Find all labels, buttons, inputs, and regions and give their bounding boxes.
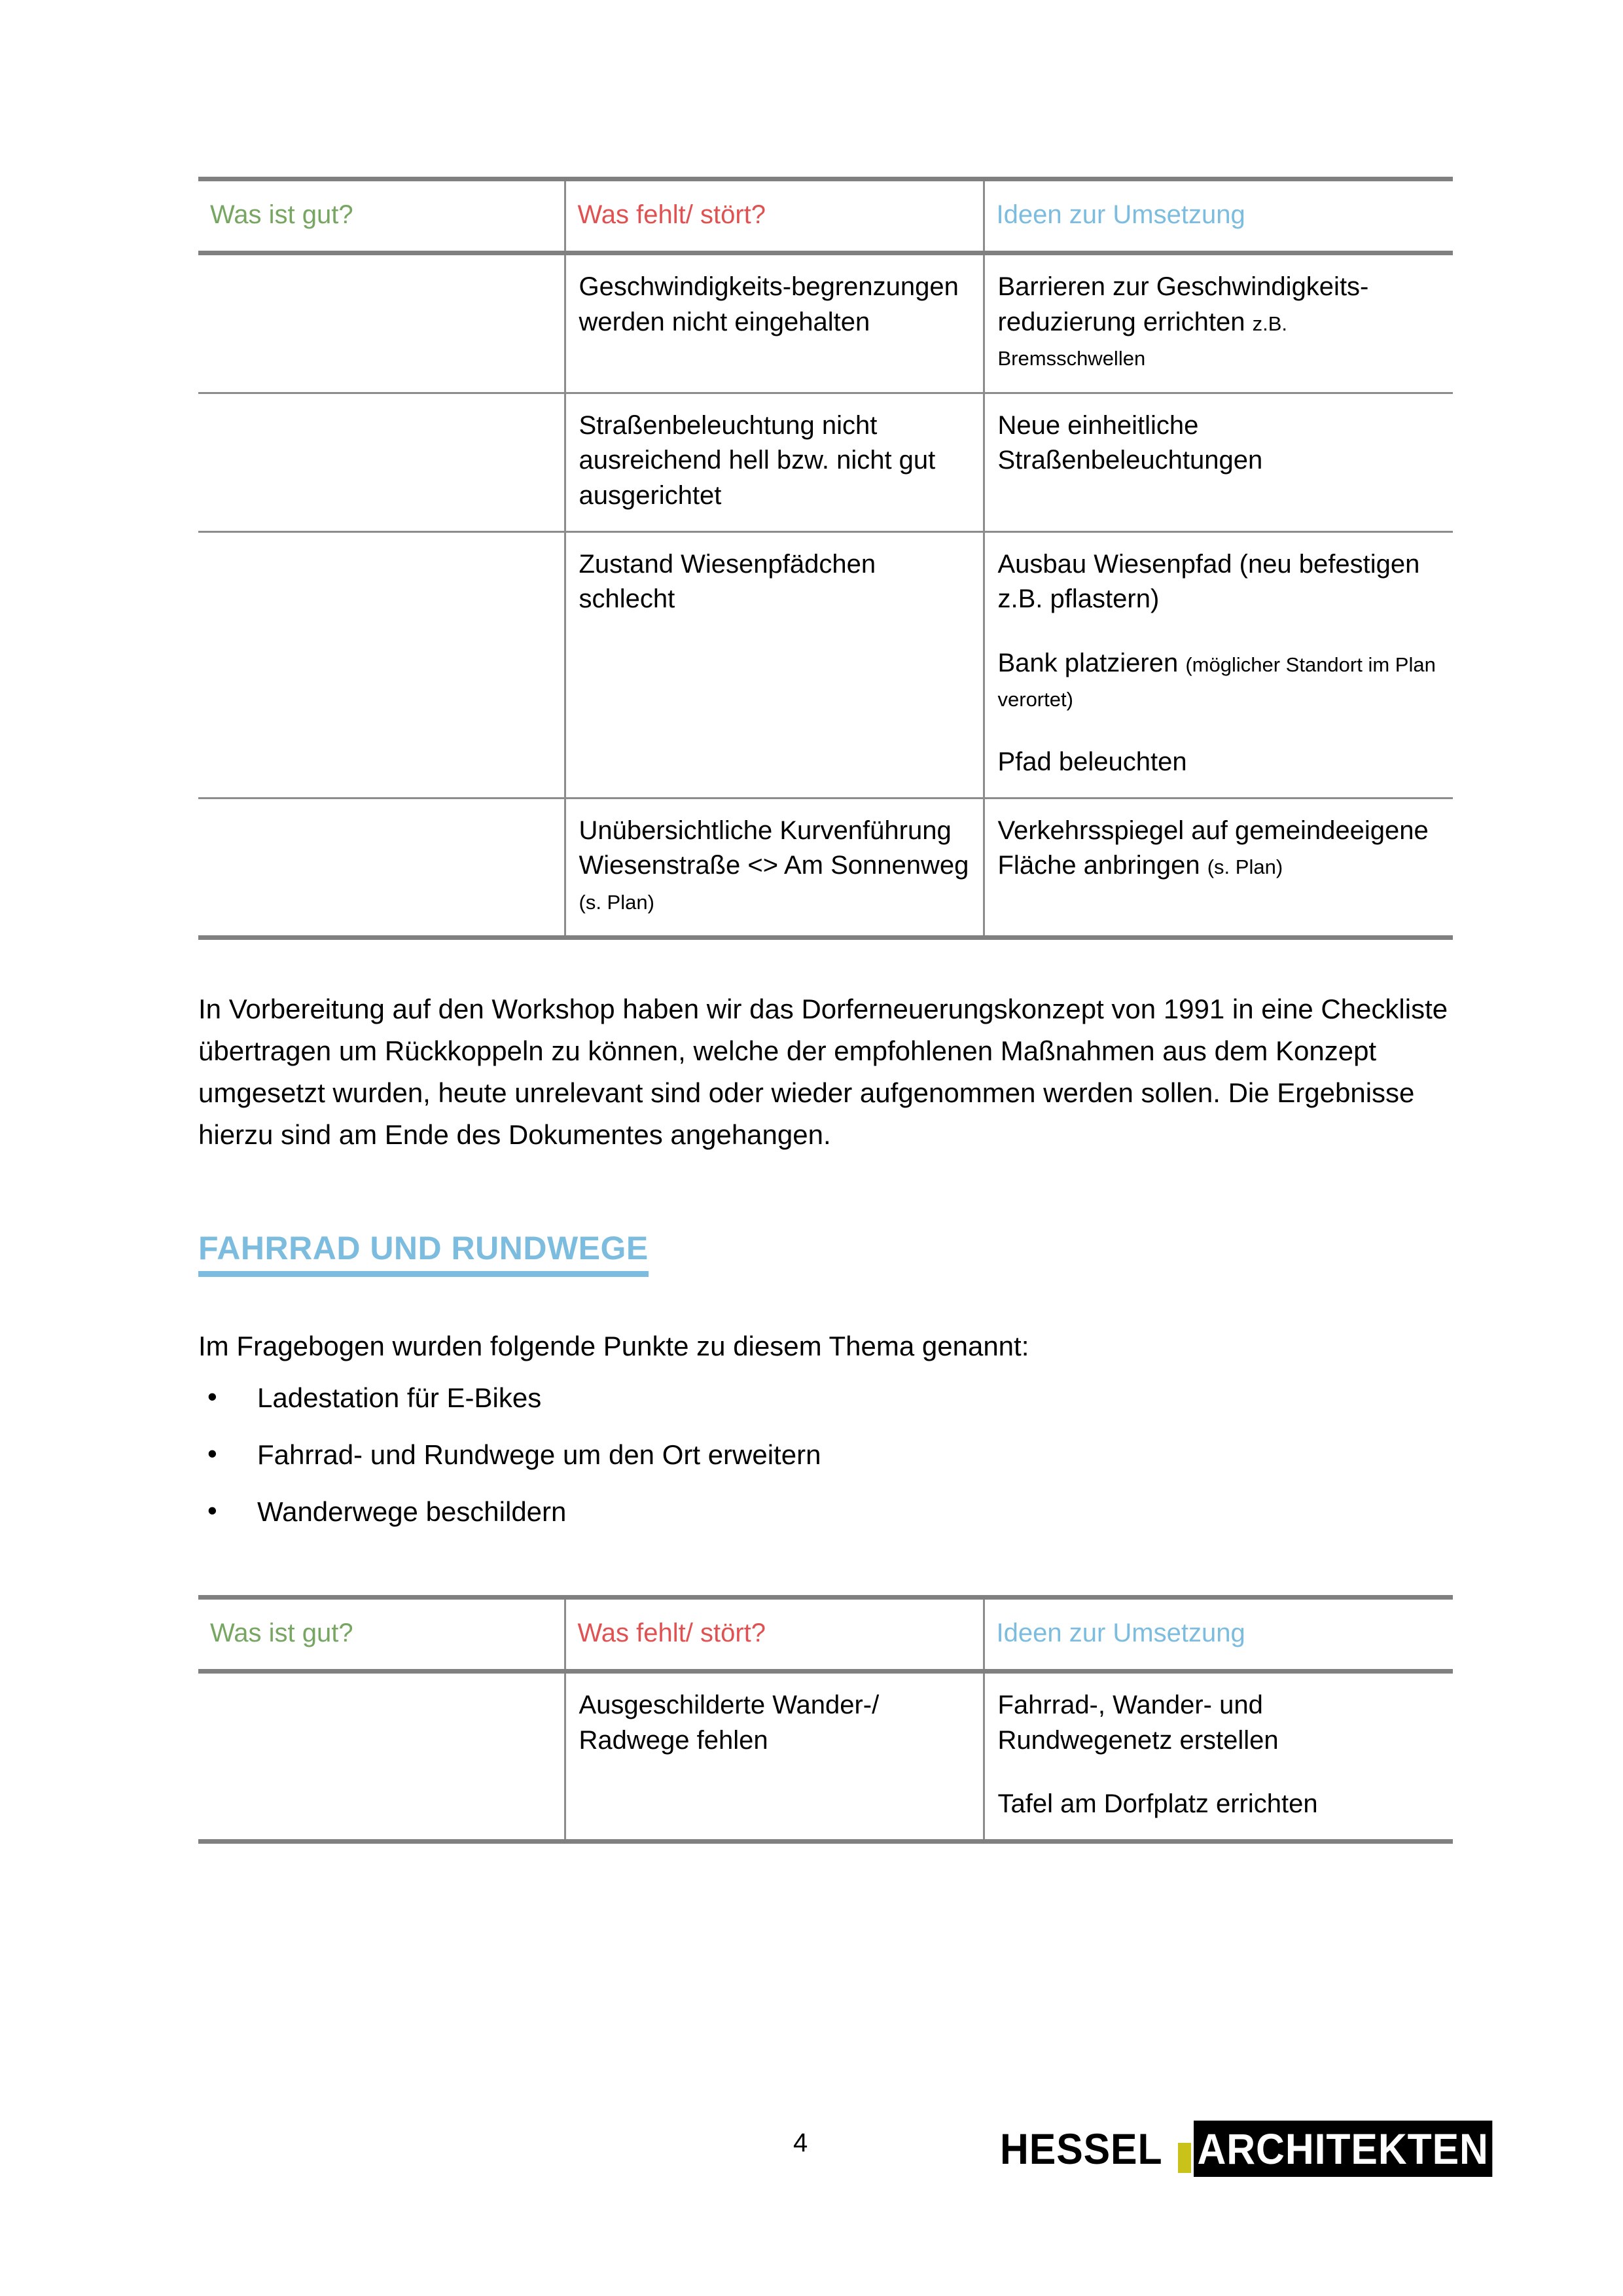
cell-ideas (984, 798, 1453, 938)
column-header-bad: Was fehlt/ stört? (565, 179, 984, 253)
cell-good (198, 253, 565, 393)
cell-ideas (984, 253, 1453, 393)
idea-main: Fahrrad-, Wander- und Rundwegenetz erstellen (997, 1691, 1279, 1755)
spacer (198, 1156, 1453, 1229)
spacer (198, 940, 1453, 988)
list-item-label: Ladestation für E-Bikes (257, 1382, 542, 1414)
assessment-table-cycling (198, 1595, 1453, 1844)
cell-bad (565, 798, 984, 938)
section-intro: Im Fragebogen wurden folgende Punkte zu diesem Thema genannt: (198, 1330, 1029, 1361)
column-header-bad: Was fehlt/ stört? (565, 1598, 984, 1672)
idea-block (998, 814, 1440, 884)
idea-block (998, 270, 1440, 375)
idea-block (998, 745, 1440, 780)
idea-block (998, 646, 1440, 716)
cell-bad: Straßenbeleuchtung nicht ausreichend hell bzw. nicht gut ausgerichtet (565, 393, 984, 531)
cell-ideas (984, 531, 1453, 798)
table-header-row (198, 179, 1453, 253)
spacer (198, 1549, 1453, 1595)
section-heading: FAHRRAD UND RUNDWEGE (198, 1229, 649, 1277)
issue-small: (s. Plan) (579, 890, 654, 914)
issue-main: Unübersichtliche Kurvenführung Wiesenstraße <> Am Sonnenweg (579, 816, 969, 880)
list-item (198, 1378, 1453, 1418)
cell-bad: Ausgeschilderte Wander-/ Radwege fehlen (565, 1672, 984, 1842)
idea-main: Tafel am Dorfplatz errichten (997, 1789, 1318, 1819)
cell-bad: Zustand Wiesenpfädchen schlecht (565, 531, 984, 798)
idea-block (998, 1787, 1440, 1822)
idea-small: (möglicher Standort im Plan verortet) (997, 653, 1436, 711)
bullet-marker: • (207, 1495, 217, 1526)
logo-dot-icon (1178, 2143, 1191, 2173)
idea-block (998, 1688, 1440, 1758)
idea-main: Bank platzieren (997, 648, 1186, 677)
intro-paragraph: In Vorbereitung auf den Workshop haben wir das Dorferneuerungskonzept von 1991 in eine Checkliste übertragen um Rückkoppeln zu können, welche der empfohlenen Maßnahmen aus dem Konzept umgesetzt wurden, heute unrelevant sind oder wieder aufgenommen werden sollen. Die Ergebnisse hierzu sind am Ende des Dokumentes angehangen. (198, 994, 1448, 1150)
cell-good (198, 393, 565, 531)
idea-small: z.B. Bremsschwellen (997, 312, 1288, 370)
idea-small: (s. Plan) (1207, 855, 1283, 879)
table-row (198, 253, 1453, 393)
logo-text-hessel: HESSEL (1000, 2121, 1164, 2177)
column-header-ideas: Ideen zur Umsetzung (984, 1598, 1453, 1672)
list-item (198, 1492, 1453, 1532)
list-item-label: Fahrrad- und Rundwege um den Ort erweitern (257, 1439, 821, 1471)
page-footer (0, 2121, 1623, 2199)
bullet-marker: • (207, 1381, 217, 1412)
bullet-marker: • (207, 1438, 217, 1469)
list-item-label: Wanderwege beschildern (257, 1496, 567, 1528)
cell-bad: Geschwindigkeits-begrenzungen werden nicht eingehalten (565, 253, 984, 393)
cell-good (198, 798, 565, 938)
idea-main: Barrieren zur Geschwindigkeits-reduzierung errichten (997, 272, 1369, 336)
page-content (198, 177, 1453, 1844)
list-item (198, 1435, 1453, 1475)
table-header-row (198, 1598, 1453, 1672)
logo-text-architekten: ARCHITEKTEN (1194, 2121, 1492, 2177)
table-row (198, 1672, 1453, 1842)
topic-bullet-list (198, 1378, 1453, 1532)
cell-good (198, 1672, 565, 1842)
cell-ideas (984, 393, 1453, 531)
company-logo (1000, 2121, 1518, 2177)
idea-main: Pfad beleuchten (997, 747, 1187, 776)
cell-ideas (984, 1672, 1453, 1842)
page-number: 4 (793, 2128, 808, 2157)
idea-block (998, 547, 1440, 617)
table-row (198, 393, 1453, 531)
column-header-good: Was ist gut? (198, 179, 565, 253)
column-header-ideas: Ideen zur Umsetzung (984, 179, 1453, 253)
spacer (198, 1277, 1453, 1325)
table-row (198, 531, 1453, 798)
column-header-good: Was ist gut? (198, 1598, 565, 1672)
section-heading-wrap (198, 1229, 1453, 1277)
idea-main: Neue einheitliche Straßenbeleuchtungen (997, 410, 1263, 475)
assessment-table-traffic (198, 177, 1453, 940)
cell-good (198, 531, 565, 798)
idea-main: Ausbau Wiesenpfad (neu befestigen z.B. pflastern) (997, 549, 1420, 614)
table-row (198, 798, 1453, 938)
idea-block (998, 408, 1440, 478)
idea-main: Verkehrsspiegel auf gemeindeeigene Fläche anbringen (997, 816, 1429, 880)
